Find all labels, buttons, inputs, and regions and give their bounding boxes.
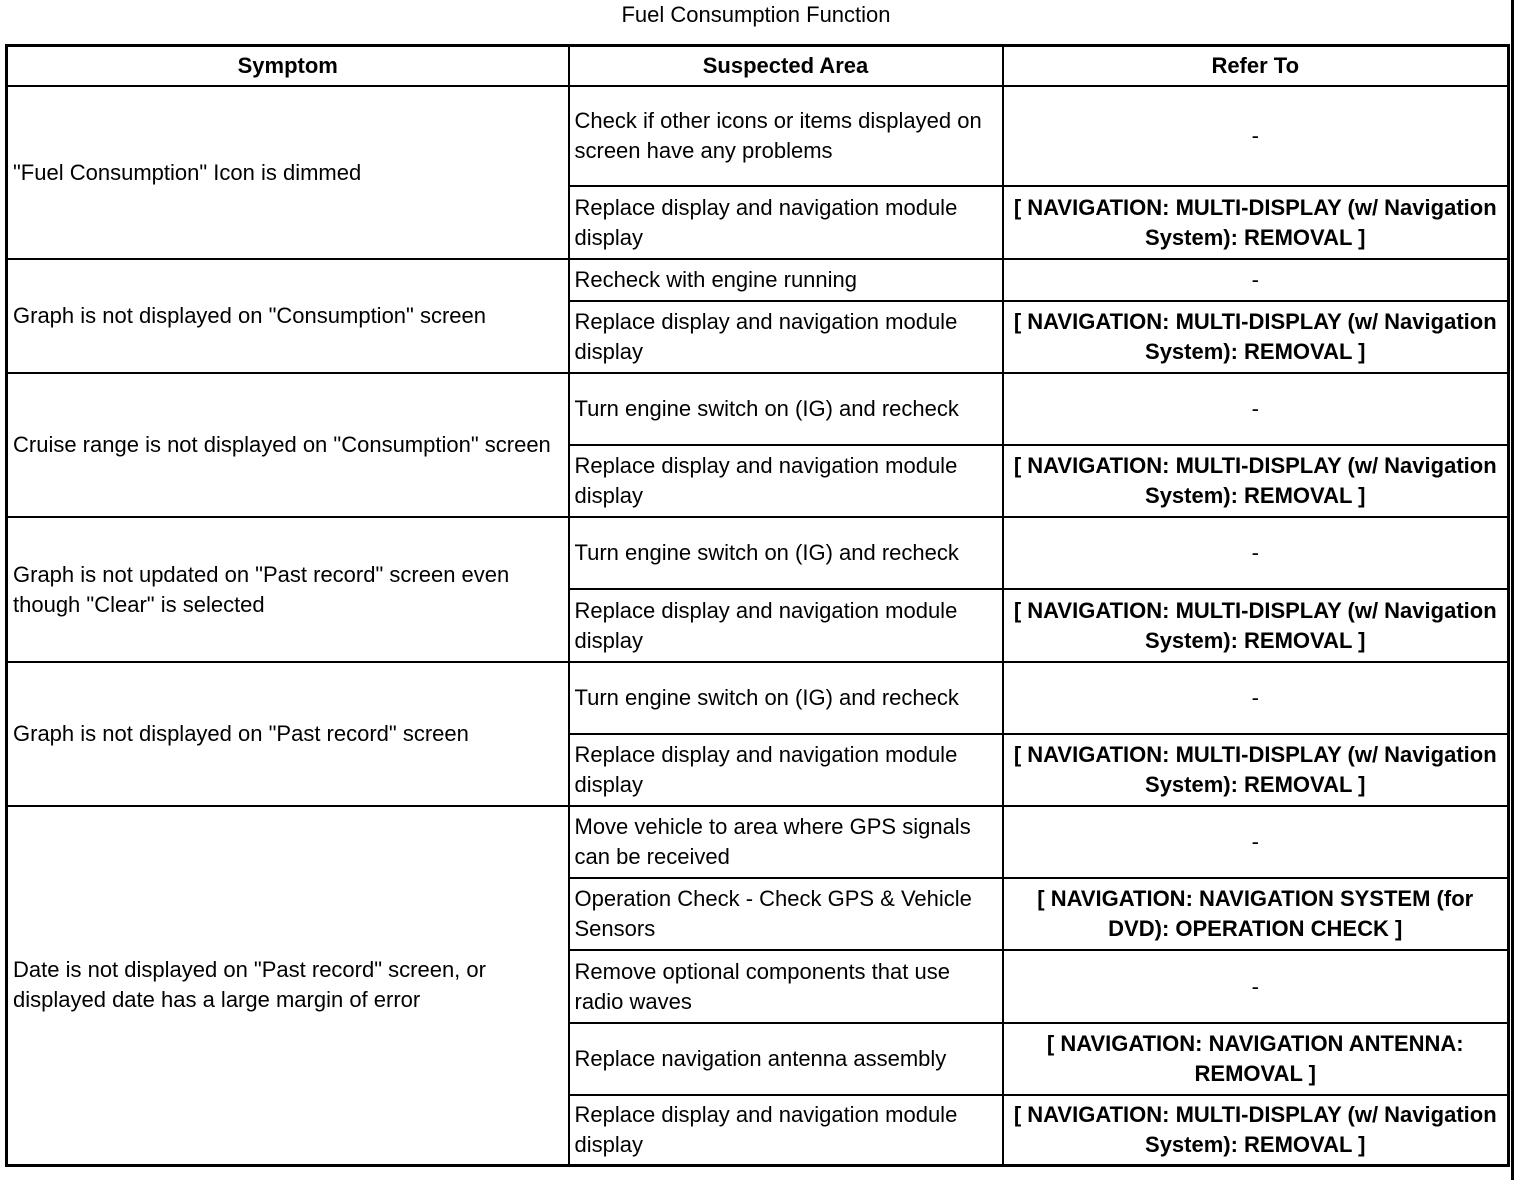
header-suspected-area: Suspected Area: [569, 46, 1003, 87]
refer-to-cell: -: [1003, 806, 1509, 878]
header-symptom: Symptom: [7, 46, 569, 87]
table-row: [7, 517, 1509, 589]
refer-to-cell: -: [1003, 86, 1509, 186]
refer-to-cell: -: [1003, 950, 1509, 1023]
refer-to-cell: -: [1003, 259, 1509, 301]
symptom-cell: Graph is not displayed on "Past record" screen: [7, 662, 569, 806]
refer-to-cell: -: [1003, 517, 1509, 589]
header-row: [7, 46, 1509, 87]
diagnosis-table: [5, 44, 1510, 1167]
suspected-area-cell: Replace display and navigation module display: [569, 301, 1003, 373]
page-edge-rule: [1511, 0, 1514, 1180]
suspected-area-cell: Move vehicle to area where GPS signals can be received: [569, 806, 1003, 878]
suspected-area-cell: Recheck with engine running: [569, 259, 1003, 301]
refer-to-link[interactable]: [ NAVIGATION: MULTI-DISPLAY (w/ Navigation System): REMOVAL ]: [1003, 301, 1509, 373]
table-row: [7, 259, 1509, 301]
suspected-area-cell: Operation Check - Check GPS & Vehicle Sensors: [569, 878, 1003, 950]
suspected-area-cell: Replace display and navigation module display: [569, 445, 1003, 517]
table-row: [7, 806, 1509, 878]
table-row: [7, 373, 1509, 445]
refer-to-link[interactable]: [ NAVIGATION: MULTI-DISPLAY (w/ Navigation System): REMOVAL ]: [1003, 186, 1509, 259]
table-row: [7, 662, 1509, 734]
suspected-area-cell: Turn engine switch on (IG) and recheck: [569, 662, 1003, 734]
header-refer-to: Refer To: [1003, 46, 1509, 87]
refer-to-link[interactable]: [ NAVIGATION: MULTI-DISPLAY (w/ Navigation System): REMOVAL ]: [1003, 1095, 1509, 1165]
refer-to-cell: -: [1003, 373, 1509, 445]
refer-to-link[interactable]: [ NAVIGATION: NAVIGATION SYSTEM (for DVD): OPERATION CHECK ]: [1003, 878, 1509, 950]
suspected-area-cell: Check if other icons or items displayed on screen have any problems: [569, 86, 1003, 186]
suspected-area-cell: Replace display and navigation module display: [569, 734, 1003, 806]
suspected-area-cell: Replace display and navigation module display: [569, 589, 1003, 662]
symptom-cell: "Fuel Consumption" Icon is dimmed: [7, 86, 569, 259]
suspected-area-cell: Turn engine switch on (IG) and recheck: [569, 517, 1003, 589]
symptom-cell: Graph is not displayed on "Consumption" screen: [7, 259, 569, 373]
refer-to-link[interactable]: [ NAVIGATION: NAVIGATION ANTENNA: REMOVAL ]: [1003, 1023, 1509, 1095]
suspected-area-cell: Remove optional components that use radio waves: [569, 950, 1003, 1023]
suspected-area-cell: Replace navigation antenna assembly: [569, 1023, 1003, 1095]
suspected-area-cell: Turn engine switch on (IG) and recheck: [569, 373, 1003, 445]
symptom-cell: Graph is not updated on "Past record" screen even though "Clear" is selected: [7, 517, 569, 662]
refer-to-link[interactable]: [ NAVIGATION: MULTI-DISPLAY (w/ Navigation System): REMOVAL ]: [1003, 445, 1509, 517]
refer-to-link[interactable]: [ NAVIGATION: MULTI-DISPLAY (w/ Navigation System): REMOVAL ]: [1003, 589, 1509, 662]
symptom-cell: Cruise range is not displayed on "Consumption" screen: [7, 373, 569, 517]
symptom-cell: Date is not displayed on "Past record" screen, or displayed date has a large margin of error: [7, 806, 569, 1165]
suspected-area-cell: Replace display and navigation module display: [569, 186, 1003, 259]
page-title: Fuel Consumption Function: [621, 2, 891, 27]
refer-to-cell: -: [1003, 662, 1509, 734]
suspected-area-cell: Replace display and navigation module display: [569, 1095, 1003, 1165]
refer-to-link[interactable]: [ NAVIGATION: MULTI-DISPLAY (w/ Navigation System): REMOVAL ]: [1003, 734, 1509, 806]
table-row: [7, 86, 1509, 186]
